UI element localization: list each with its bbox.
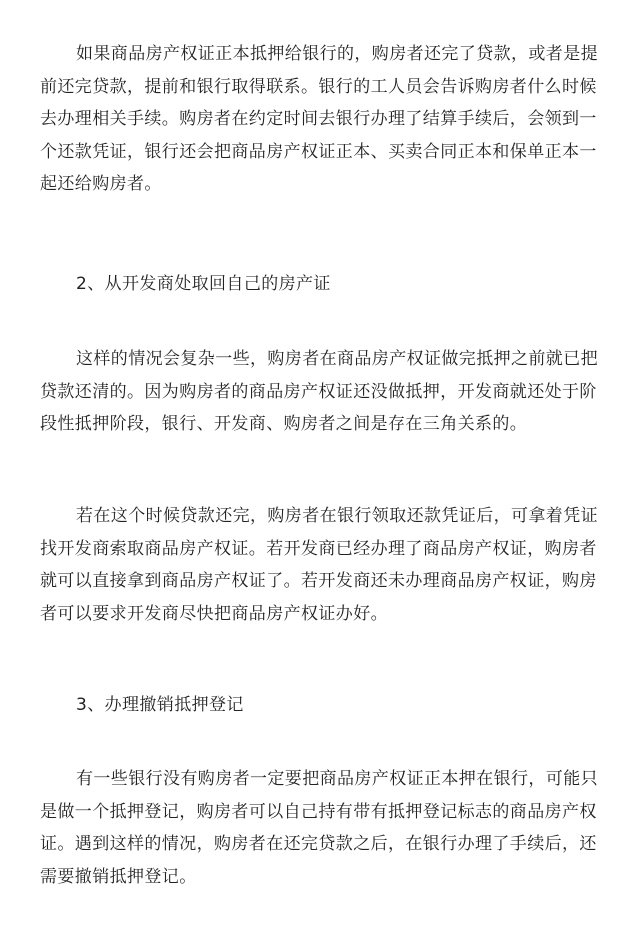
section-heading-3: 3、办理撤销抵押登记 bbox=[76, 695, 244, 715]
paragraph-return-certificate-from-bank: 如果商品房产权证正本抵押给银行的，购房者还完了贷款，或者是提前还完贷款，提前和银行取得联系。银行的工人员会告诉购房者什么时候去办理相关手续。购房者在约定时间去银行办理了结算手续后，会领到一个还款凭证，银行还会把商品房产权证正本、买卖合同正本和保单正本一起还给购房者。 bbox=[40, 44, 598, 194]
paragraph-complex-situation: 这样的情况会复杂一些，购房者在商品房产权证做完抵押之前就已把贷款还清的。因为购房者的商品房产权证还没做抵押，开发商就还处于阶段性抵押阶段，银行、开发商、购房者之间是存在三角关系的。 bbox=[40, 349, 598, 434]
section-heading-2: 2、从开发商处取回自己的房产证 bbox=[76, 274, 331, 294]
paragraph-cancel-mortgage-registration: 有一些银行没有购房者一定要把商品房产权证正本押在银行，可能只是做一个抵押登记，购房者可以自己持有带有抵押登记标志的商品房产权证。遇到这样的情况，购房者在还完贷款之后，在银行办理了手续后，还需要撤销抵押登记。 bbox=[40, 769, 598, 887]
paragraph-request-from-developer: 若在这个时候贷款还完，购房者在银行领取还款凭证后，可拿着凭证找开发商索取商品房产权证。若开发商已经办理了商品房产权证，购房者就可以直接拿到商品房产权证了。若开发商还未办理商品房产权证，购房者可以要求开发商尽快把商品房产权证办好。 bbox=[40, 506, 598, 624]
